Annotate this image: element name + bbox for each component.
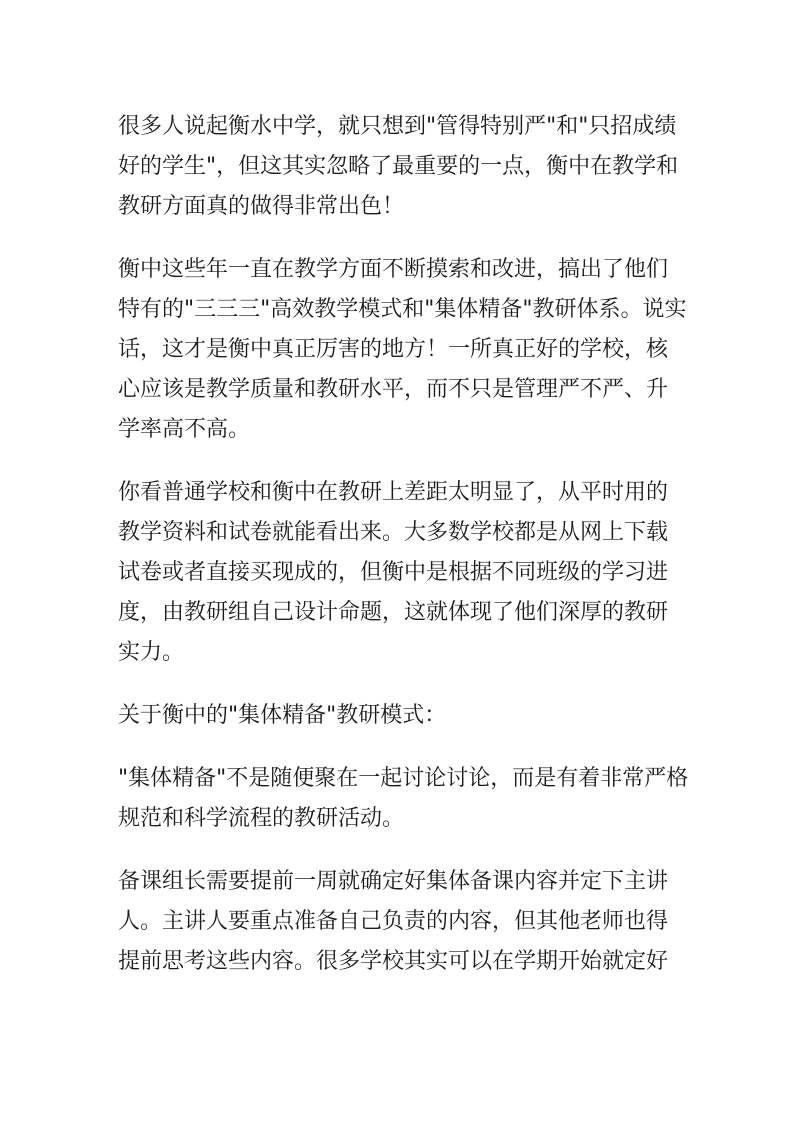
- text-line: 规范和科学流程的教研活动。: [118, 806, 405, 831]
- paragraph: [118, 107, 718, 227]
- text-line: 你看普通学校和衡中在教研上差距太明显了，从平时用的: [118, 480, 669, 505]
- text-line: 度，由教研组自己设计命题，这就体现了他们深厚的教研: [118, 600, 669, 625]
- text-line: 心应该是教学质量和教研水平，而不只是管理严不严、升: [118, 377, 669, 402]
- text-line: 特有的"三三三"高效教学模式和"集体精备"教研体系。说实: [118, 297, 687, 322]
- text-line: 备课组长需要提前一周就确定好集体备课内容并定下主讲: [118, 869, 669, 894]
- text-line: 提前思考这些内容。很多学校其实可以在学期开始就定好: [118, 949, 669, 974]
- text-line: 好的学生"，但这其实忽略了最重要的一点，衡中在教学和: [118, 154, 679, 179]
- paragraph: [118, 862, 718, 982]
- text-line: 人。主讲人要重点准备自己负责的内容，但其他老师也得: [118, 909, 669, 934]
- text-line: 试卷或者直接买现成的，但衡中是根据不同班级的学习进: [118, 560, 669, 585]
- paragraph: [118, 759, 718, 839]
- text-line: 教学资料和试卷就能看出来。大多数学校都是从网上下载: [118, 520, 669, 545]
- text-line: 教研方面真的做得非常出色！: [118, 194, 405, 219]
- paragraph: [118, 696, 718, 736]
- text-line: "集体精备"不是随便聚在一起讨论讨论，而是有着非常严格: [118, 766, 689, 791]
- paragraph: [118, 473, 718, 673]
- text-line: 实力。: [118, 640, 185, 665]
- text-line: 关于衡中的"集体精备"教研模式：: [118, 703, 447, 728]
- text-line: 学率高不高。: [118, 417, 251, 442]
- paragraph: [118, 250, 718, 450]
- text-line: 很多人说起衡水中学，就只想到"管得特别严"和"只招成绩: [118, 114, 677, 139]
- document-body: [118, 107, 718, 1005]
- text-line: 衡中这些年一直在教学方面不断摸索和改进，搞出了他们: [118, 257, 669, 282]
- text-line: 话，这才是衡中真正厉害的地方！一所真正好的学校，核: [118, 337, 669, 362]
